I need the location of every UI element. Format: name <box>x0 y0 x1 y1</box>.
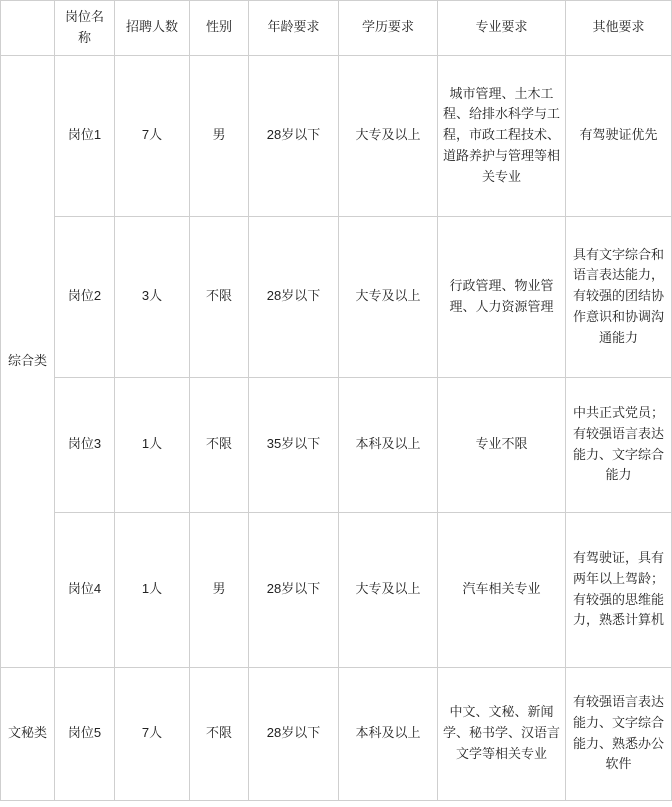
table-row <box>1 512 672 667</box>
post-name-cell: 岗位5 <box>55 667 115 800</box>
gender-cell: 不限 <box>190 377 249 512</box>
category-cell-general: 综合类 <box>1 55 55 667</box>
education-cell: 大专及以上 <box>339 216 438 377</box>
header-cell-recruit-count: 招聘人数 <box>115 1 190 56</box>
education-cell: 大专及以上 <box>339 512 438 667</box>
table-row <box>1 377 672 512</box>
post-name-cell: 岗位1 <box>55 55 115 216</box>
education-cell: 本科及以上 <box>339 377 438 512</box>
other-cell: 中共正式党员；有较强语言表达能力、文字综合能力 <box>566 377 672 512</box>
age-cell: 35岁以下 <box>249 377 339 512</box>
header-cell-other: 其他要求 <box>566 1 672 56</box>
major-cell: 中文、文秘、新闻学、秘书学、汉语言文学等相关专业 <box>438 667 566 800</box>
gender-cell: 男 <box>190 512 249 667</box>
age-cell: 28岁以下 <box>249 667 339 800</box>
major-cell: 城市管理、土木工程、给排水科学与工程，市政工程技术、道路养护与管理等相关专业 <box>438 55 566 216</box>
header-cell-age: 年龄要求 <box>249 1 339 56</box>
other-cell: 有较强语言表达能力、文字综合能力、熟悉办公软件 <box>566 667 672 800</box>
post-name-cell: 岗位2 <box>55 216 115 377</box>
major-cell: 汽车相关专业 <box>438 512 566 667</box>
table-row <box>1 216 672 377</box>
other-cell: 有驾驶证优先 <box>566 55 672 216</box>
education-cell: 本科及以上 <box>339 667 438 800</box>
recruit-count-cell: 1人 <box>115 377 190 512</box>
gender-cell: 男 <box>190 55 249 216</box>
table-row <box>1 55 672 216</box>
post-name-cell: 岗位4 <box>55 512 115 667</box>
major-cell: 专业不限 <box>438 377 566 512</box>
gender-cell: 不限 <box>190 667 249 800</box>
header-cell-post-name: 岗位名称 <box>55 1 115 56</box>
header-cell-major: 专业要求 <box>438 1 566 56</box>
education-cell: 大专及以上 <box>339 55 438 216</box>
recruit-count-cell: 3人 <box>115 216 190 377</box>
other-cell: 具有文字综合和语言表达能力，有较强的团结协作意识和协调沟通能力 <box>566 216 672 377</box>
other-cell: 有驾驶证，具有两年以上驾龄；有较强的思维能力，熟悉计算机 <box>566 512 672 667</box>
header-cell-gender: 性别 <box>190 1 249 56</box>
age-cell: 28岁以下 <box>249 55 339 216</box>
age-cell: 28岁以下 <box>249 512 339 667</box>
gender-cell: 不限 <box>190 216 249 377</box>
recruit-count-cell: 1人 <box>115 512 190 667</box>
category-cell-secretarial: 文秘类 <box>1 667 55 800</box>
header-row <box>1 1 672 56</box>
major-cell: 行政管理、物业管理、人力资源管理 <box>438 216 566 377</box>
post-name-cell: 岗位3 <box>55 377 115 512</box>
age-cell: 28岁以下 <box>249 216 339 377</box>
recruit-count-cell: 7人 <box>115 55 190 216</box>
recruit-count-cell: 7人 <box>115 667 190 800</box>
header-cell-education: 学历要求 <box>339 1 438 56</box>
header-cell-category <box>1 1 55 56</box>
table-header <box>1 1 672 56</box>
table-row <box>1 667 672 800</box>
table-body <box>1 55 672 800</box>
